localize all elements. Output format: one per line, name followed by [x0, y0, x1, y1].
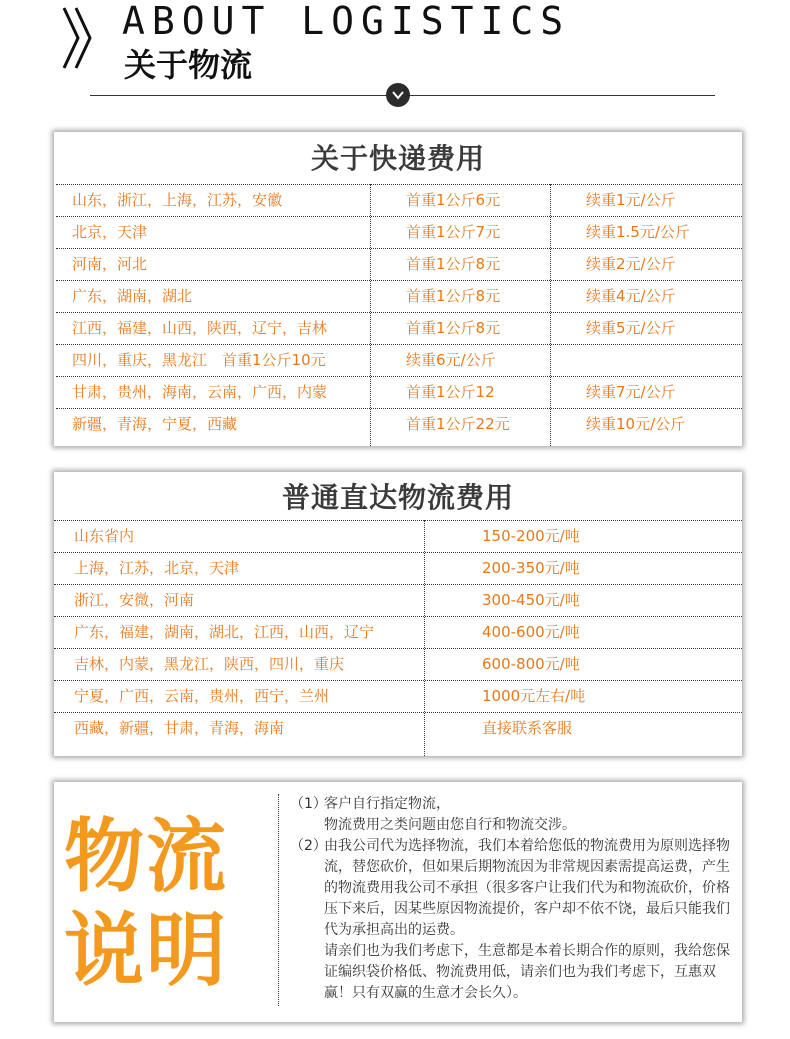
table-row [54, 552, 742, 584]
logistics-notes-card [54, 782, 742, 1022]
first-weight-cell: 首重1公斤8元 [406, 287, 501, 305]
chevron-down-icon [386, 83, 410, 107]
price-cell: 400-600元/吨 [482, 623, 580, 641]
table-row [56, 216, 742, 248]
region-cell: 江西，福建，山西，陕西，辽宁，吉林 [72, 319, 328, 337]
region-cell: 河南，河北 [72, 255, 148, 273]
region-cell: 宁夏，广西，云南，贵州，西宁，兰州 [74, 687, 330, 705]
note-number: （1） [290, 796, 327, 812]
table-row [54, 680, 742, 712]
region-cell: 西藏，新疆，甘肃，青海，海南 [74, 719, 285, 737]
price-cell: 150-200元/吨 [482, 527, 580, 545]
extra-weight-cell: 续重1元/公斤 [586, 191, 676, 209]
table-row [54, 712, 742, 744]
header-title-cn: 关于物流 [124, 46, 253, 84]
note-text: 客户自行指定物流， 物流费用之类问题由您自行和物流交涉。 [324, 796, 576, 833]
page-header [0, 0, 790, 112]
double-chevron-icon [58, 6, 98, 70]
region-cell: 山东省内 [74, 527, 135, 545]
notes-heading-line1: 物流 [64, 810, 228, 903]
price-cell: 600-800元/吨 [482, 655, 580, 673]
region-cell: 上海，江苏，北京，天津 [74, 559, 240, 577]
extra-weight-cell: 续重1.5元/公斤 [586, 223, 690, 241]
note-item [290, 794, 730, 836]
price-cell: 直接联系客服 [482, 719, 573, 737]
express-fee-title: 关于快递费用 [310, 142, 485, 175]
table-row [56, 184, 742, 216]
region-cell: 北京，天津 [72, 223, 148, 241]
extra-weight-cell: 续重5元/公斤 [586, 319, 676, 337]
express-fee-card [54, 132, 742, 446]
freight-column-divider [424, 520, 425, 756]
first-weight-cell: 首重1公斤8元 [406, 319, 501, 337]
region-cell: 广东，福建，湖南，湖北，江西，山西，辽宁 [74, 623, 375, 641]
freight-fee-title: 普通直达物流费用 [281, 481, 514, 514]
table-row [54, 584, 742, 616]
first-weight-cell: 首重1公斤6元 [406, 191, 501, 209]
extra-weight-cell: 续重7元/公斤 [586, 383, 676, 401]
note-number: （2） [290, 838, 327, 854]
freight-fee-card [54, 472, 742, 756]
price-cell: 200-350元/吨 [482, 559, 580, 577]
notes-heading [64, 810, 228, 998]
notes-divider [278, 794, 279, 1006]
table-row [56, 280, 742, 312]
table-row [54, 616, 742, 648]
region-cell: 四川，重庆，黑龙江 首重1公斤10元 [72, 351, 326, 369]
header-title-en: ABOUT LOGISTICS [122, 0, 571, 43]
table-row [54, 520, 742, 552]
region-cell: 新疆，青海，宁夏，西藏 [72, 415, 238, 433]
region-cell: 浙江，安微，河南 [74, 591, 195, 609]
first-weight-cell: 续重6元/公斤 [406, 351, 496, 369]
table-row [54, 648, 742, 680]
extra-weight-cell: 续重10元/公斤 [586, 415, 686, 433]
region-cell: 甘肃，贵州，海南，云南，广西，内蒙 [72, 383, 328, 401]
price-cell: 1000元左右/吨 [482, 687, 586, 705]
price-cell: 300-450元/吨 [482, 591, 580, 609]
freight-fee-table [54, 520, 742, 744]
first-weight-cell: 首重1公斤12 [406, 383, 495, 401]
table-row [56, 344, 742, 376]
express-fee-table [54, 184, 742, 440]
extra-weight-cell: 续重4元/公斤 [586, 287, 676, 305]
region-cell: 广东，湖南，湖北 [72, 287, 193, 305]
note-item [290, 836, 730, 1004]
table-row [56, 312, 742, 344]
region-cell: 吉林，内蒙，黑龙江，陕西，四川，重庆 [74, 655, 345, 673]
note-text: 由我公司代为选择物流，我们本着给您低的物流费用为原则选择物流，替您砍价，但如果后期物流因为非常规因素需提高运费，产生的物流费用我公司不承担（很多客户让我们代为和物流砍价，价格压下来后，因某些原因物流提价，客户却不依不饶，最后只能我们代为承担高出的运费。 请亲们也为我们考虑下，生意都是本着长期合作的原则，我给您保证编织袋价格低、物流费用低，请亲们也为我们考虑下，互惠双赢！只有双赢的生意才会长久）。 [324, 838, 730, 1001]
region-cell: 山东，浙江，上海，江苏，安徽 [72, 191, 283, 209]
first-weight-cell: 首重1公斤7元 [406, 223, 501, 241]
extra-weight-cell: 续重2元/公斤 [586, 255, 676, 273]
express-column-divider [550, 184, 551, 446]
first-weight-cell: 首重1公斤22元 [406, 415, 510, 433]
notes-heading-line2: 说明 [64, 904, 228, 997]
table-row [56, 248, 742, 280]
first-weight-cell: 首重1公斤8元 [406, 255, 501, 273]
notes-list [290, 794, 730, 1004]
table-row [56, 376, 742, 408]
table-row [56, 408, 742, 440]
express-column-divider [370, 184, 371, 446]
